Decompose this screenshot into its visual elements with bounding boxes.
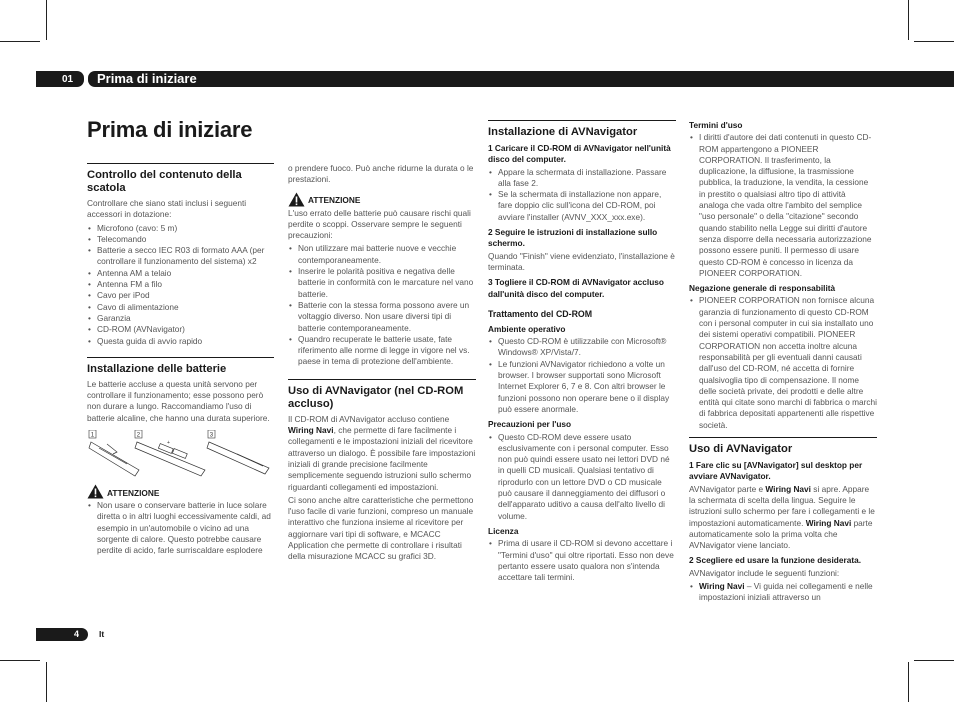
subheading: Negazione generale di responsabilità — [689, 283, 836, 294]
chapter-number: 01 — [62, 74, 74, 85]
list-item: • Wiring Navi – Vi guida nei collegamenti e nelle impostazioni iniziali attraverso un — [689, 581, 877, 604]
list-item: • Non usare o conservare batterie in luce solare diretta o in altri luoghi eccessivamente caldi, ad esempio in un'automobile o vicino ad una sorgente di calore. Questo potrebbe causare perdite di acido, farle surriscaldare esplodere — [87, 500, 274, 556]
warning-label: ATTENZIONE — [107, 487, 160, 498]
list-item: • Appare la schermata di installazione. Passare alla fase 2. — [488, 167, 676, 190]
list-item: • Questo CD-ROM deve essere usato esclusivamente con i personal computer. Esso non può quindi essere usato nei lettori DVD né in quelli CD musicali. Qualsiasi tentativo di riprodurlo con un lettore DVD o CD musicale può causare il danneggiamento dei diffusori o dell'apparato uditivo a causa dell'alto livello di volume. — [488, 432, 676, 522]
list-item: • Non utilizzare mai batterie nuove e vecchie contemporaneamente. — [288, 243, 476, 266]
crop-mark — [908, 0, 909, 40]
crop-mark — [0, 660, 40, 661]
list-item: • Se la schermata di installazione non appare, fare doppio clic sull'icona del CD-ROM, poi avviare l'installer (AVNV_XXX_xxx.exe). — [488, 189, 676, 223]
list-item: • Telecomando — [87, 234, 274, 245]
section-heading-install: Installazione di AVNavigator — [488, 120, 676, 139]
crop-mark — [914, 660, 954, 661]
list-item: • Prima di usare il CD-ROM si devono accettare i "Termini d'uso" qui oltre riportati. Esso non deve pertanto essere usato qualora non s'intenda accettare tali termini. — [488, 538, 676, 583]
warning-header — [288, 192, 476, 207]
list-item: • Batterie con la stessa forma possono avere un voltaggio diverso. Non usare diversi tipi di batterie contemporaneamente. — [288, 300, 476, 334]
page-number-bar — [36, 628, 88, 641]
disclaimer-list — [689, 295, 877, 431]
continued-text: o prendere fuoco. Può anche ridurne la durata o le prestazioni. — [288, 163, 474, 185]
remote-step-3 — [207, 442, 269, 474]
section-heading-cdrom: Trattamento del CD-ROM — [488, 308, 593, 319]
section-intro: Controllare che siano stati inclusi i seguenti accessori in dotazione: — [87, 198, 247, 220]
section-heading-box-contents: Controllo del contenuto della scatola — [87, 163, 274, 195]
subheading: Termini d'uso — [689, 120, 743, 130]
column-1 — [87, 163, 274, 559]
subheading: Ambiente operativo — [488, 323, 566, 334]
chapter-title-bar — [88, 71, 954, 87]
section-heading-use: Uso di AVNavigator — [689, 437, 877, 456]
section-text: Ci sono anche altre caratteristiche che permettono l'uso facile di varie funzioni, compreso un manuale interattivo che funziona insieme al ricevitore per aggiornare vari tipi di software, e MCACC Application che permette di controllare i risultati della misurazione MCACC su grafici 3D. — [288, 494, 474, 562]
figure-label: 1 — [90, 432, 95, 439]
warning-list — [87, 500, 274, 556]
section-text: Il CD-ROM di AVNavigator accluso contiene Wiring Navi, che permette di fare facilmente i collegamenti e le impostazioni iniziali del ricevitore attraverso un dialogo. È possibile fare impostazioni iniziali di grande precisione facilmente semplicemente seguendo istruzioni sullo schermo riguardanti collegamenti ed impostazioni. — [288, 413, 476, 492]
page-title: Prima di iniziare — [87, 117, 253, 142]
list-item: • Questo CD-ROM è utilizzabile con Microsoft® Windows® XP/Vista/7. — [488, 336, 676, 359]
function-list — [689, 581, 877, 604]
column-4 — [689, 120, 877, 606]
list-item: • Garanzia — [87, 313, 274, 324]
step-1: 1 Fare clic su [AVNavigator] sul desktop per avviare AVNavigator. — [689, 460, 863, 482]
step-2: 2 Seguire le istruzioni di installazione sullo schermo. — [488, 227, 658, 249]
warning-icon — [288, 192, 305, 207]
chapter-title: Prima di iniziare — [97, 71, 197, 86]
battery-illustration — [87, 430, 272, 478]
list-item: • Batterie a secco IEC R03 di formato AAA (per controllare il funzionamento del sistema) x2 — [87, 245, 274, 268]
accessory-list — [87, 223, 274, 347]
column-2 — [288, 163, 476, 565]
step-3: 3 Togliere il CD-ROM di AVNavigator accluso dall'unità disco del computer. — [488, 277, 664, 299]
crop-mark — [914, 41, 954, 42]
step-1: 1 Caricare il CD-ROM di AVNavigator nell'unità disco del computer. — [488, 143, 671, 165]
svg-text:+: + — [167, 440, 170, 447]
remote-step-2 — [135, 440, 205, 476]
figure-label: 3 — [209, 432, 214, 439]
step-2: 2 Scegliere ed usare la funzione desiderata. — [689, 555, 861, 566]
remote-step-1 — [89, 442, 139, 476]
section-text: Le batterie accluse a questa unità servono per controllare il funzionamento; esse possono però non durare a lungo. Raccomandiamo l'uso di batterie alcaline, che hanno una durata superiore. — [87, 378, 270, 423]
figure-label: 2 — [136, 432, 141, 439]
crop-mark — [46, 662, 47, 702]
subheading: Licenza — [488, 525, 519, 536]
terms-list — [689, 132, 877, 279]
list-item: • Microfono (cavo: 5 m) — [87, 223, 274, 234]
crop-mark — [46, 0, 47, 40]
list-item: • Antenna FM a filo — [87, 279, 274, 290]
section-heading-batteries: Installazione delle batterie — [87, 357, 274, 376]
precaution-list — [488, 432, 676, 522]
column-3 — [488, 120, 676, 585]
warning-intro: L'uso errato delle batterie può causare rischi quali perdite o scoppi. Osservare sempre le seguenti precauzioni: — [288, 207, 471, 241]
warning-header — [87, 484, 274, 499]
list-item: • Cavo di alimentazione — [87, 302, 274, 313]
list-item: • PIONEER CORPORATION non fornisce alcuna garanzia di funzionamento di questo CD-ROM con i personal computer in cui sia installato uno dei sistemi operativi compatibili. PIONEER CORPORATION non accetta inoltre alcuna responsabilità per gli eventuali danni causati dall'uso del CD-ROM, né accetta di fornire qualsivoglia tipo di compensazione. Il nome delle società private, dei prodotti e delle altre entità qui citate sono marchi di fabbrica o marchi di fabbrica depositati appartenenti alle rispettive società. — [689, 295, 877, 431]
list-item: • Inserire le polarità positiva e negativa delle batterie in conformità con le marcature nel vano batterie. — [288, 266, 476, 300]
subheading: Precauzioni per l'uso — [488, 419, 572, 430]
warning-icon — [87, 484, 104, 499]
warning-list — [288, 243, 476, 367]
page-number: 4 — [74, 629, 80, 639]
list-item: • Quandro recuperate le batterie usate, fate riferimento alle norme di legge in vigore nel vs. paese in tema di protezione dell'ambiente. — [288, 334, 476, 368]
list-item: • CD-ROM (AVNavigator) — [87, 324, 274, 335]
section-heading-avnavigator: Uso di AVNavigator (nel CD-ROM accluso) — [288, 379, 476, 411]
warning-label: ATTENZIONE — [308, 195, 361, 206]
crop-mark — [908, 662, 909, 702]
step-text: Quando "Finish" viene evidenziato, l'installazione è terminata. — [488, 250, 675, 272]
list-item: • Cavo per iPod — [87, 290, 274, 301]
chapter-bar — [36, 71, 84, 87]
list-item: • Antenna AM a telaio — [87, 268, 274, 279]
list-item: • I diritti d'autore dei dati contenuti in questo CD-ROM appartengono a PIONEER CORPORATION. Il trasferimento, la duplicazione, la diffusione, la trasmissione pubblica, la traduzione, la vendita, la cessione in prestito o qualsiasi altro tipo di attività analoga che vada oltre l'ambito del semplice "uso personale" o della "citazione" secondo quando stabilito nella Legge sui diritti d'autore senza disporre della necessaria autorizzazione possono essere puniti. Il permesso di usare questo CD-ROM è concesso in licenza da PIONEER CORPORATION. — [689, 132, 877, 279]
list-item: • Questa guida di avvio rapido — [87, 336, 274, 347]
step-list — [488, 167, 676, 223]
language-code: It — [99, 629, 105, 639]
step-text: AVNavigator parte e Wiring Navi si apre. Appare la schermata di scelta della lingua. Seguire le istruzioni sullo schermo per fare i collegamenti e le impostazioni automaticamente. Wiring Navi parte automaticamente solo la prima volta che AVNavigator viene lanciato. — [689, 483, 875, 551]
license-list — [488, 538, 676, 583]
step-text: AVNavigator include le seguenti funzioni: — [689, 567, 840, 578]
env-list — [488, 336, 676, 415]
crop-mark — [0, 41, 40, 42]
list-item: • Le funzioni AVNavigator richiedono a volte un browser. I browser supportati sono Microsoft Internet Explorer 6, 7 e 8. Con altri browser le funzioni possono non operare bene o il display può essere anormale. — [488, 359, 676, 415]
